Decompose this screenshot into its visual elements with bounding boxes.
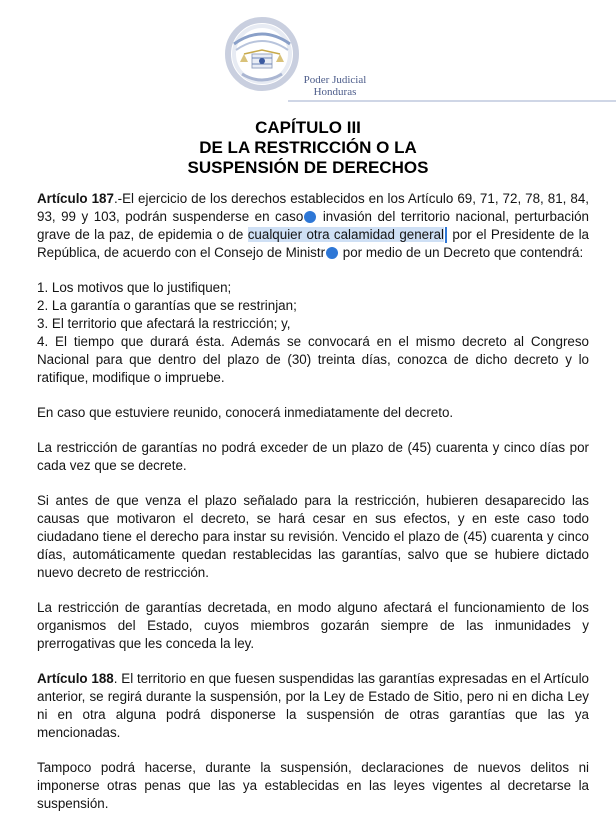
- article-187-text-b: invasión del territorio nacional, perturbación grave de la paz, de epidemia o de: [37, 209, 589, 242]
- list-item: 1. Los motivos que lo justifiquen;: [37, 280, 232, 295]
- paragraph-plazo: La restricción de garantías no podrá exceder de un plazo de (45) cuarenta y cinco días por cada vez que se decrete.: [37, 440, 589, 473]
- article-187-text-d: por medio de un Decreto que contendrá:: [339, 245, 584, 260]
- header-divider: [288, 100, 616, 102]
- paragraph-reunido: En caso que estuviere reunido, conocerá inmediatamente del decreto.: [37, 405, 454, 420]
- document-body: [37, 190, 589, 830]
- selection-end-handle-icon[interactable]: [326, 247, 338, 259]
- chapter-title-line1: DE LA RESTRICCIÓN O LA: [199, 138, 417, 157]
- article-188-heading: Artículo 188: [37, 671, 114, 686]
- decree-contents-list: [37, 279, 589, 387]
- article-187[interactable]: [37, 190, 589, 262]
- chapter-number: CAPÍTULO III: [255, 118, 361, 137]
- org-name-line1: Poder Judicial: [303, 74, 367, 86]
- org-name-line2: Honduras: [313, 86, 357, 98]
- judicial-emblem-icon: [222, 14, 302, 94]
- article-187-heading: Artículo 187: [37, 191, 114, 206]
- paragraph-nuevos-delitos: Tampoco podrá hacerse, durante la suspensión, declaraciones de nuevos delitos ni imponerse otras penas que las ya establecidas en las leyes vigentes al decretarse la suspensión.: [37, 760, 589, 811]
- paragraph-funcionamiento: La restricción de garantías decretada, en modo alguno afectará el funcionamiento de los organismos del Estado, cuyos miembros gozarán siempre de las inmunidades y prerrogativas que les conceda la ley.: [37, 600, 589, 651]
- chapter-title-line2: SUSPENSIÓN DE DERECHOS: [187, 158, 429, 177]
- selected-text[interactable]: cualquier otra calamidad general: [247, 227, 444, 242]
- list-item: 4. El tiempo que durará ésta. Además se convocará en el mismo decreto al Congreso Nacional para que dentro del plazo de (30) treinta días, conozca de dicho decreto y lo ratifique, modifique o impruebe.: [37, 334, 589, 385]
- selection-end-caret-icon[interactable]: [445, 227, 447, 243]
- article-188-text: . El territorio en que fuesen suspendidas las garantías expresadas en el Artículo anterior, se regirá durante la suspensión, por la Ley de Estado de Sitio, pero ni en dicha Ley ni en otra alguna podrá disponerse la suspensión de otras garantías que las ya mencionadas.: [37, 671, 589, 740]
- article-188: [37, 670, 589, 742]
- article-187-text-a: .-El ejercicio de los derechos establecidos en los Artículo 69, 71, 72, 78, 81, 84, 93, 99 y 103, podrán suspenderse en caso: [37, 191, 589, 224]
- selection-start-handle-icon[interactable]: [304, 211, 316, 223]
- poder-judicial-logo: [222, 14, 372, 104]
- chapter-title: [0, 118, 616, 178]
- logo-caption: [300, 74, 370, 98]
- article-187-text-c: por el Presidente de la República, de acuerdo con el Consejo de Ministr: [37, 227, 589, 260]
- list-item: 2. La garantía o garantías que se restrinjan;: [37, 298, 297, 313]
- paragraph-vencimiento: Si antes de que venza el plazo señalado para la restricción, hubieren desaparecido las causas que motivaron el decreto, se hará cesar en sus efectos, y en este caso todo ciudadano tiene el derecho para instar su revisión. Vencido el plazo de (45) cuarenta y cinco días, automáticamente quedan restablecidas las garantías, salvo que se hubiere dictado nuevo decreto de restricción.: [37, 493, 589, 580]
- list-item: 3. El territorio que afectará la restricción; y,: [37, 316, 291, 331]
